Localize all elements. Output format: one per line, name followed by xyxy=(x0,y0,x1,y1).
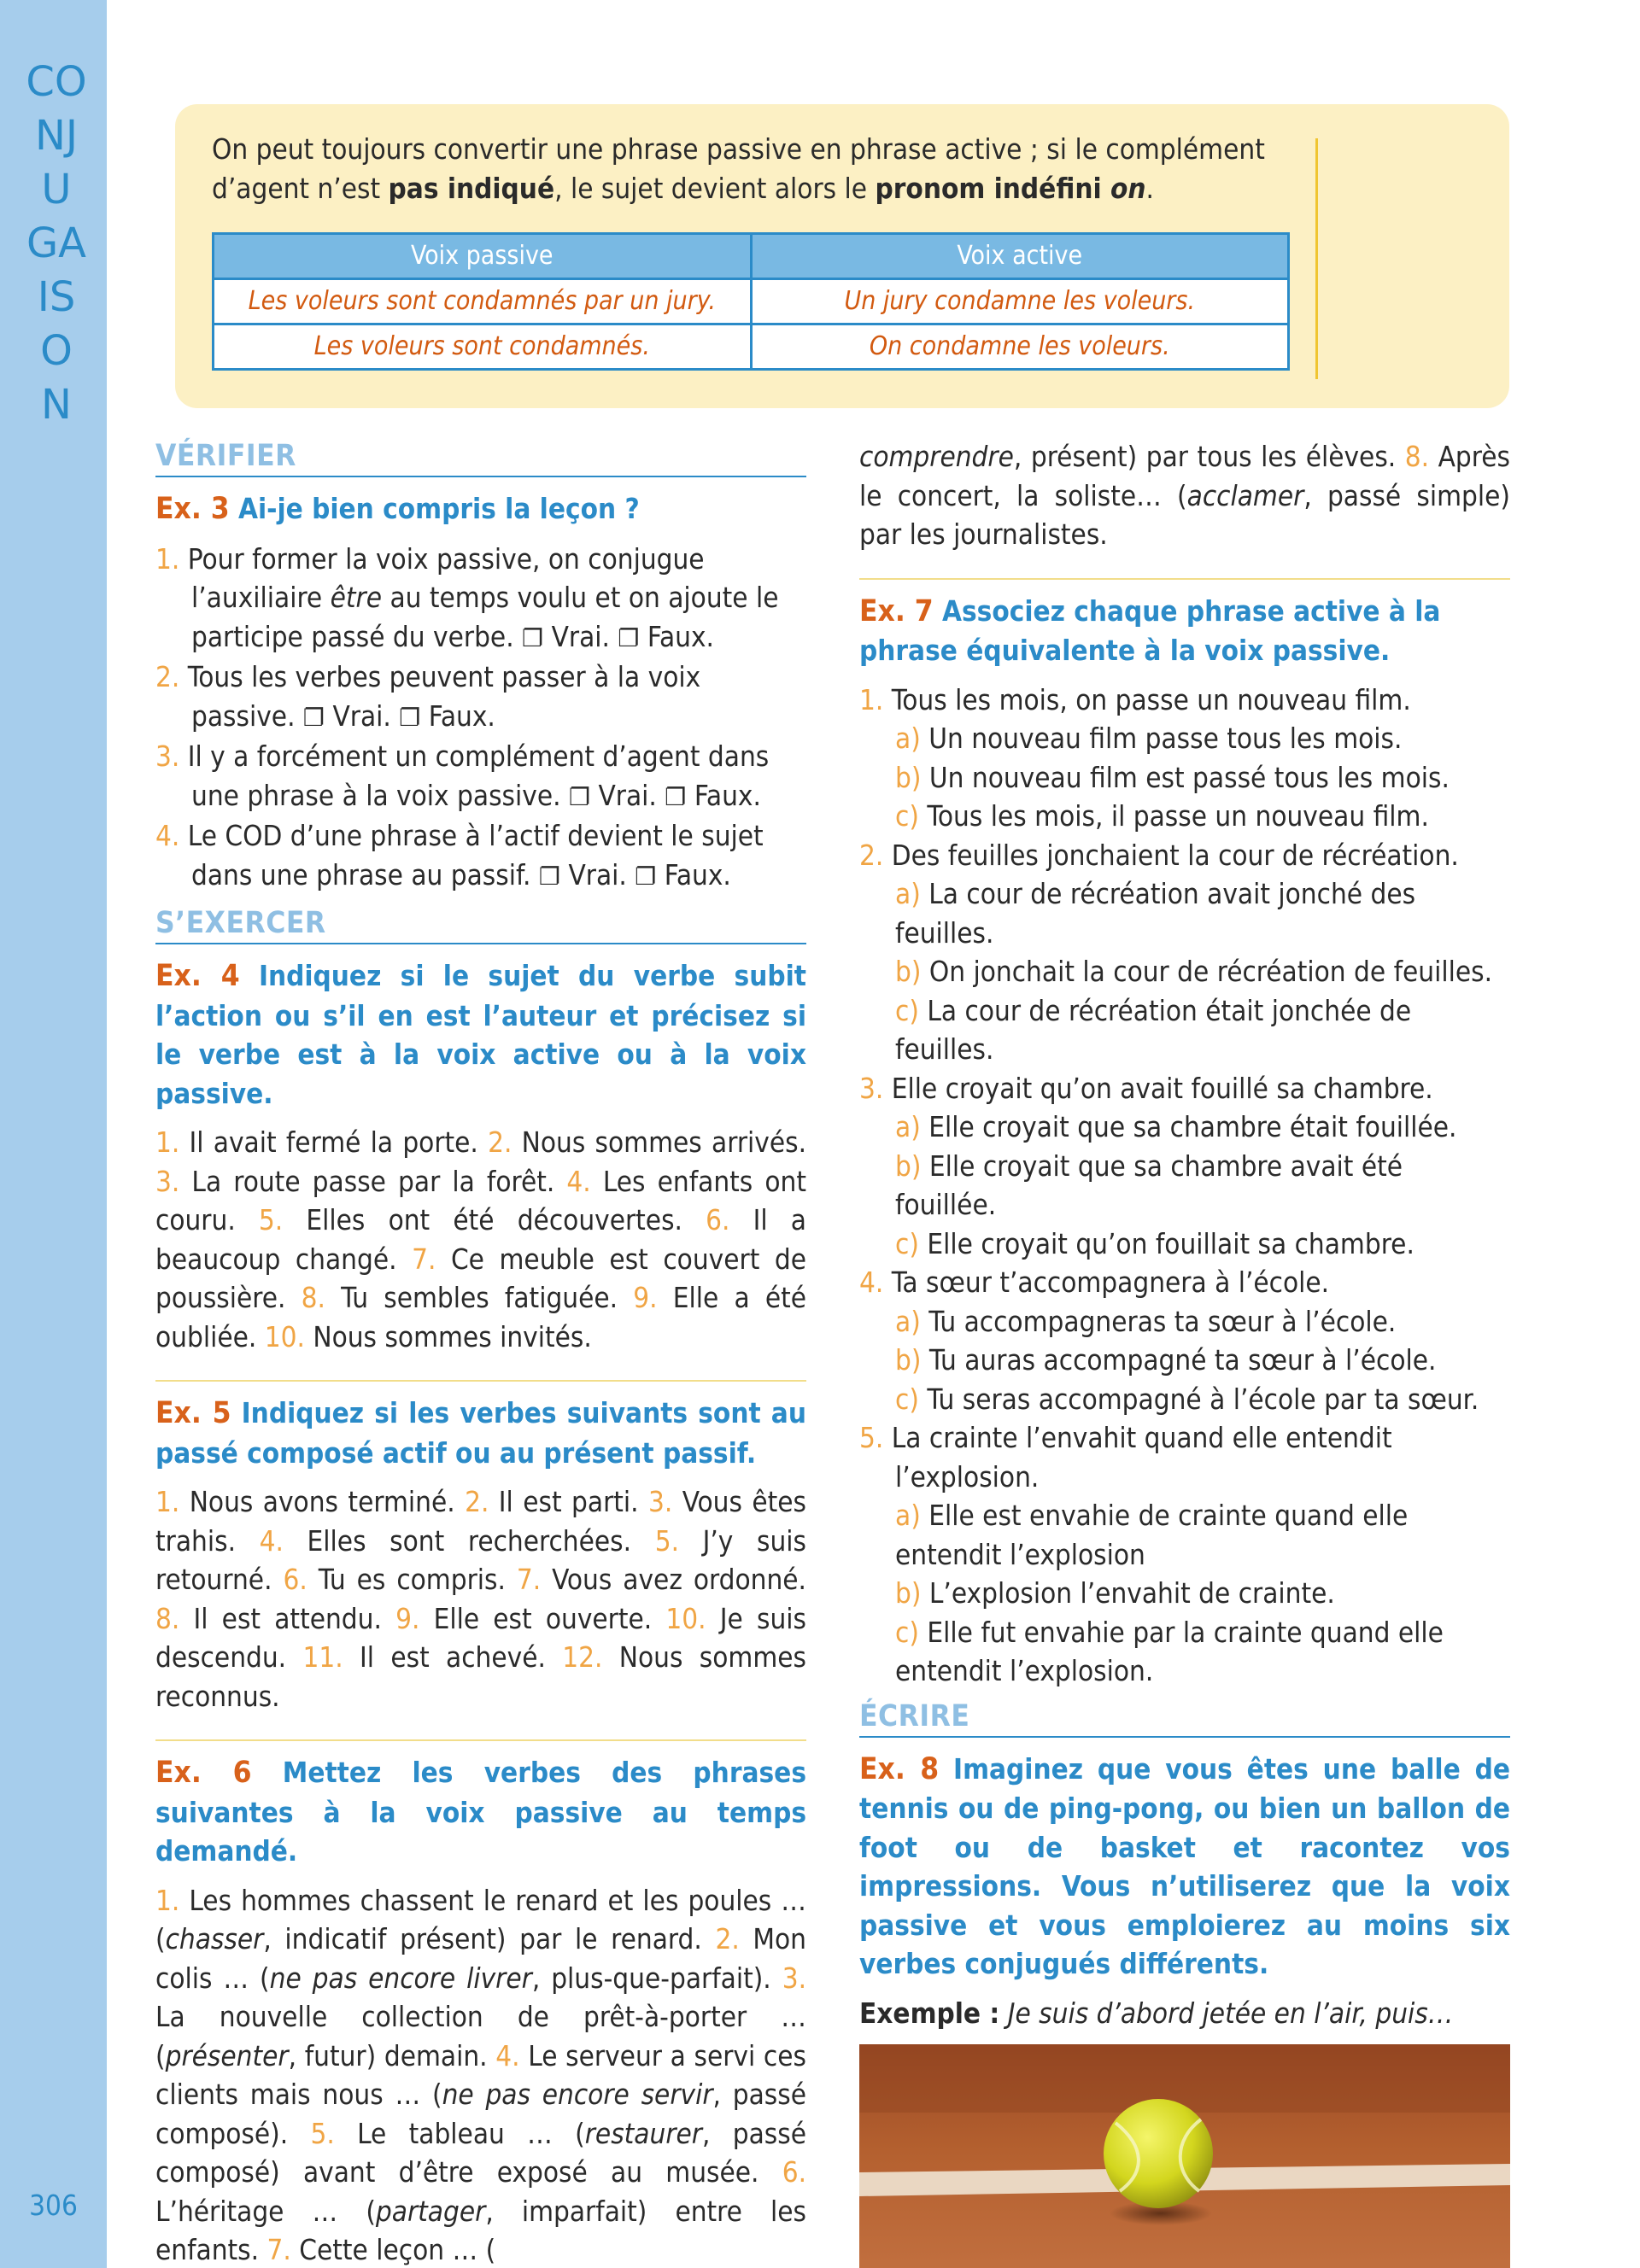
ex3-label: Ex. 3 xyxy=(155,492,230,526)
choice-text: La cour de récréation était jonchée de feuilles. xyxy=(895,993,1412,1066)
section-exercer: S’EXERCER xyxy=(155,904,806,944)
rule-emphasis-on: on xyxy=(1110,171,1146,205)
list-item xyxy=(155,540,806,658)
item-text: Il est attendu. xyxy=(179,1601,396,1635)
choice-item[interactable] xyxy=(859,991,1510,1069)
item-text: Vous avez ordonné. xyxy=(541,1563,806,1596)
ex5-label: Ex. 5 xyxy=(155,1396,231,1430)
item-number: 1. xyxy=(155,1883,180,1917)
item-text: Nous avons terminé. xyxy=(179,1485,466,1518)
ex3-instruction: Ai-je bien compris la leçon ? xyxy=(238,492,640,525)
item-number: 4. xyxy=(259,1523,284,1558)
choice-text: Tu accompagneras ta sœur à l’école. xyxy=(928,1304,1397,1338)
item-verb: partager xyxy=(375,2194,486,2228)
table-cell: Les voleurs sont condamnés. xyxy=(214,324,752,370)
item-number: 1. xyxy=(155,541,180,576)
page-number: 306 xyxy=(29,2189,78,2222)
item-verb: présenter xyxy=(165,2038,289,2072)
choice-letter: a) xyxy=(895,1304,921,1338)
item-verb: restaurer xyxy=(584,2116,702,2150)
item-text: Tous les mois, on passe un nouveau film. xyxy=(891,682,1411,716)
court-texture xyxy=(859,2044,1510,2113)
ex6-block xyxy=(155,1739,806,2268)
item-text: Il est achevé. xyxy=(343,1640,563,1674)
ex5-title xyxy=(155,1394,806,1472)
ex4-instruction: Indiquez si le sujet du verbe subit l’action ou s’il en est l’auteur et précisez si le verbe est à la voix active ou à la voix passive. xyxy=(155,959,806,1110)
choice-letter: c) xyxy=(895,799,919,833)
item-number: 2. xyxy=(465,1485,489,1518)
checkbox-icon[interactable]: ❐ xyxy=(399,703,421,732)
item-number: 5. xyxy=(258,1203,284,1236)
ex8-title xyxy=(859,1750,1510,1984)
list-item xyxy=(155,737,806,816)
item-text: Les enfants ont couru. xyxy=(155,1164,806,1236)
item-text: Elle est ouverte. xyxy=(419,1601,666,1635)
item-text: Mon colis … ( xyxy=(155,1922,806,1995)
item-number: 7. xyxy=(412,1242,436,1276)
checkbox-icon[interactable]: ❐ xyxy=(522,623,544,652)
choice-letter: c) xyxy=(895,1226,919,1260)
item-number: 6. xyxy=(283,1563,308,1596)
table-row xyxy=(214,279,1289,324)
item-text: Il y a forcément un complément d’agent dans une phrase à la voix passive. xyxy=(179,739,770,812)
item-text: Ce meuble est couvert de poussière. xyxy=(155,1242,806,1314)
table-header-active: Voix active xyxy=(751,234,1289,279)
item-text: Les hommes chassent le renard et les poules … ( xyxy=(155,1883,806,1955)
choice-item[interactable] xyxy=(859,797,1510,836)
ex3-title xyxy=(155,489,806,529)
item-text: Ta sœur t’accompagnera à l’école. xyxy=(891,1266,1330,1299)
choice-letter: b) xyxy=(895,955,922,988)
choice-item[interactable] xyxy=(859,1225,1510,1264)
choice-text: Elle croyait que sa chambre avait été fouillée. xyxy=(895,1149,1403,1221)
item-text: Le COD d’une phrase à l’actif devient le sujet dans une phrase au passif. xyxy=(179,819,764,891)
item-text: Des feuilles jonchaient la cour de récréation. xyxy=(891,838,1459,872)
item-number: 4. xyxy=(495,2038,520,2072)
item-number: 9. xyxy=(633,1281,658,1314)
ex4-body xyxy=(155,1123,806,1356)
choice-item[interactable] xyxy=(859,874,1510,952)
ex5-block xyxy=(155,1380,806,1716)
checkbox-icon[interactable]: ❐ xyxy=(302,703,325,732)
choice-item[interactable] xyxy=(859,1574,1510,1613)
choice-text: On jonchait la cour de récréation de feuilles. xyxy=(928,955,1493,988)
choice-item[interactable] xyxy=(859,1613,1510,1691)
item-text: Le serveur a servi ces clients mais nous … ( xyxy=(155,2038,806,2111)
checkbox-icon[interactable]: ❐ xyxy=(538,862,561,891)
item-text: L’héritage … ( xyxy=(155,2194,376,2228)
sidebar xyxy=(0,0,107,2268)
example-text: Je suis d’abord jetée en l’air, puis… xyxy=(999,1996,1454,2030)
rule-emphasis: pronom indéfini xyxy=(875,171,1110,205)
item-number: 5. xyxy=(859,1421,884,1454)
example-label: Exemple : xyxy=(859,1996,1000,2030)
checkbox-icon[interactable]: ❐ xyxy=(635,862,657,891)
choice-item[interactable] xyxy=(859,1341,1510,1380)
rule-emphasis: pas indiqué xyxy=(388,171,555,205)
item-text: Elle a été oubliée. xyxy=(155,1281,806,1353)
item-text: , passé composé). xyxy=(155,2078,806,2150)
tennis-ball xyxy=(1104,2099,1213,2208)
choice-text: Elle croyait qu’on fouillait sa chambre. xyxy=(927,1226,1414,1260)
section-ecrire: ÉCRIRE xyxy=(859,1698,1510,1738)
vrai-label: Vrai. xyxy=(590,778,665,812)
vrai-label: Vrai. xyxy=(325,699,400,733)
item-text: , passé simple) par les journalistes. xyxy=(859,478,1510,551)
item-text: Tu es compris. xyxy=(307,1563,517,1596)
item-text: La nouvelle collection de prêt-à-porter … ( xyxy=(155,2000,806,2072)
item-text: , futur) demain. xyxy=(288,2038,496,2072)
choice-item[interactable] xyxy=(859,952,1510,991)
ex6-body-part2 xyxy=(859,437,1510,554)
item-number: 2. xyxy=(155,660,180,693)
item-number: 1. xyxy=(155,1485,180,1518)
choice-letter: c) xyxy=(895,1615,919,1649)
item-number: 3. xyxy=(155,1164,180,1198)
item-text: Il a beaucoup changé. xyxy=(155,1203,806,1276)
item-number: 1. xyxy=(155,1125,180,1159)
vrai-label: Vrai. xyxy=(560,857,636,891)
item-text: Nous sommes invités. xyxy=(304,1319,592,1353)
choice-letter: a) xyxy=(895,1499,921,1532)
vrai-label: Vrai. xyxy=(543,619,618,653)
item-text: Elles ont été découvertes. xyxy=(283,1203,706,1236)
list-item xyxy=(859,1069,1510,1108)
choice-letter: a) xyxy=(895,722,921,755)
item-number: 5. xyxy=(310,2116,335,2150)
ex5-body xyxy=(155,1482,806,1716)
choice-text: Un nouveau film passe tous les mois. xyxy=(928,722,1403,755)
item-number: 2. xyxy=(715,1922,740,1955)
item-number: 8. xyxy=(301,1281,325,1314)
item-text: Il avait fermé la porte. xyxy=(179,1125,489,1159)
item-text: , indicatif présent) par le renard. xyxy=(263,1922,716,1955)
choice-item[interactable] xyxy=(859,758,1510,798)
item-italic: être xyxy=(330,581,383,614)
item-text: La crainte l’envahit quand elle entendit l’explosion. xyxy=(891,1421,1392,1493)
item-text: , passé composé) avant d’être exposé au musée. xyxy=(155,2116,806,2189)
choice-letter: c) xyxy=(895,1382,919,1416)
choice-item[interactable] xyxy=(859,1147,1510,1225)
choice-item[interactable] xyxy=(859,1496,1510,1574)
item-number: 6. xyxy=(782,2155,806,2189)
faux-label: Faux. xyxy=(639,619,714,653)
item-text: La route passe par la forêt. xyxy=(179,1164,567,1198)
item-text: , présent) par tous les élèves. xyxy=(1013,440,1405,473)
choice-item[interactable] xyxy=(859,719,1510,758)
ex6-title xyxy=(155,1753,806,1871)
table-row xyxy=(214,324,1289,370)
item-text: au temps voulu et on ajoute le participe passé du verbe. xyxy=(191,581,779,653)
ex5-instruction: Indiquez si les verbes suivants sont au passé composé actif ou au présent passif. xyxy=(155,1396,806,1470)
choice-letter: b) xyxy=(895,1149,922,1183)
voice-table xyxy=(212,232,1290,371)
item-number: 5. xyxy=(654,1523,679,1558)
ex8-example xyxy=(859,1994,1510,2033)
choice-text: Tous les mois, il passe un nouveau film. xyxy=(927,799,1429,833)
faux-label: Faux. xyxy=(656,857,731,891)
list-item xyxy=(859,681,1510,720)
ex4-label: Ex. 4 xyxy=(155,959,240,993)
choice-text: Elle fut envahie par la crainte quand elle entendit l’explosion. xyxy=(895,1615,1444,1687)
list-item xyxy=(859,1263,1510,1302)
item-text: Tu sembles fatiguée. xyxy=(325,1281,634,1314)
list-item xyxy=(155,816,806,896)
item-number: 4. xyxy=(566,1164,591,1198)
item-number: 4. xyxy=(155,819,180,852)
item-number: 7. xyxy=(516,1563,542,1596)
choice-letter: b) xyxy=(895,760,922,794)
item-number: 11. xyxy=(302,1640,343,1674)
item-number: 3. xyxy=(782,1961,806,1995)
item-number: 4. xyxy=(859,1266,884,1299)
ex8-instruction: Imaginez que vous êtes une balle de tennis ou de ping-pong, ou bien un ballon de foot ou de basket et racontez vos impressions. Vous n’utiliserez que la voix passive et vous emploierez au moins six verbes conjugués différents. xyxy=(859,1751,1510,1980)
ex8-label: Ex. 8 xyxy=(859,1751,940,1786)
item-number: 12. xyxy=(562,1640,603,1674)
faux-label: Faux. xyxy=(420,699,495,733)
item-text: Elle croyait qu’on avait fouillé sa chambre. xyxy=(891,1071,1433,1105)
table-header-passive: Voix passive xyxy=(214,234,752,279)
item-number: 8. xyxy=(155,1601,180,1635)
item-number: 3. xyxy=(859,1071,884,1105)
table-cell: On condamne les voleurs. xyxy=(751,324,1289,370)
choice-item[interactable] xyxy=(859,1108,1510,1147)
item-text: Nous sommes reconnus. xyxy=(155,1640,806,1713)
item-text: , plus-que-parfait). xyxy=(531,1961,782,1995)
item-verb: ne pas encore servir xyxy=(442,2078,713,2111)
chapter-title: CONJUGAISON xyxy=(26,58,87,429)
item-number: 10. xyxy=(665,1601,706,1635)
list-item xyxy=(155,658,806,737)
checkbox-icon[interactable]: ❐ xyxy=(568,782,591,811)
item-number: 8. xyxy=(1404,440,1430,473)
item-text: Cette leçon … ( xyxy=(290,2233,496,2266)
item-text: Tous les verbes peuvent passer à la voix passive. xyxy=(179,660,701,733)
list-item xyxy=(859,836,1510,875)
item-verb: chasser xyxy=(165,1922,264,1955)
item-number: 7. xyxy=(266,2233,291,2266)
item-text: Je suis descendu. xyxy=(155,1601,806,1674)
item-text: Il est parti. xyxy=(489,1485,648,1518)
checkbox-icon[interactable]: ❐ xyxy=(618,623,640,652)
choice-text: L’explosion l’envahit de crainte. xyxy=(928,1576,1335,1610)
ex6-instruction: Mettez les verbes des phrases suivantes à la voix passive au temps demandé. xyxy=(155,1756,806,1868)
ex7-block xyxy=(859,578,1510,1691)
item-number: 9. xyxy=(395,1601,420,1635)
item-verb: ne pas encore livrer xyxy=(269,1961,532,1995)
section-verifier: VÉRIFIER xyxy=(155,437,806,477)
item-text: Nous sommes arrivés. xyxy=(512,1125,807,1159)
item-text: Pour former la voix passive, on conjugue l’auxiliaire xyxy=(179,541,705,614)
faux-label: Faux. xyxy=(686,778,761,812)
ex7-instruction: Associez chaque phrase active à la phrase équivalente à la voix passive. xyxy=(859,593,1441,667)
choice-text: Un nouveau film est passé tous les mois. xyxy=(928,760,1450,794)
item-text: , imparfait) entre les enfants. xyxy=(155,2194,806,2266)
item-number: 3. xyxy=(155,739,180,773)
rule-text-part: , le sujet devient alors le xyxy=(554,171,876,205)
checkbox-icon[interactable]: ❐ xyxy=(665,782,687,811)
right-column xyxy=(859,437,1510,2268)
choice-item[interactable] xyxy=(859,1302,1510,1342)
choice-text: Elle croyait que sa chambre était fouillée. xyxy=(928,1110,1457,1143)
choice-item[interactable] xyxy=(859,1380,1510,1419)
choice-text: Tu auras accompagné ta sœur à l’école. xyxy=(928,1343,1437,1377)
item-number: 6. xyxy=(706,1203,730,1236)
choice-letter: a) xyxy=(895,877,921,910)
choice-letter: c) xyxy=(895,993,919,1027)
item-number: 2. xyxy=(859,838,884,872)
item-verb: acclamer xyxy=(1186,478,1304,512)
choice-letter: b) xyxy=(895,1576,922,1610)
table-cell: Un jury condamne les voleurs. xyxy=(751,279,1289,324)
item-text: J’y suis retourné. xyxy=(155,1523,806,1596)
ex6-body-part1 xyxy=(155,1881,806,2268)
table-header-row xyxy=(214,234,1289,279)
item-number: 1. xyxy=(859,682,884,716)
item-text: Le tableau … ( xyxy=(334,2116,585,2150)
ex7-title xyxy=(859,592,1510,670)
rule-divider xyxy=(1315,138,1318,379)
rule-text xyxy=(212,130,1305,208)
left-column xyxy=(155,437,806,2268)
rule-text-part: On peut toujours convertir une phrase passive en phrase active ; si le complément d’agent n’est xyxy=(212,132,1265,205)
list-item xyxy=(859,1418,1510,1496)
choice-letter: b) xyxy=(895,1343,922,1377)
item-text: Après le concert, la soliste… ( xyxy=(859,440,1510,512)
ex7-label: Ex. 7 xyxy=(859,593,934,628)
item-number: 10. xyxy=(264,1319,305,1353)
choice-text: Tu seras accompagné à l’école par ta sœur. xyxy=(927,1382,1479,1416)
ex4-title xyxy=(155,956,806,1113)
rule-text-part: . xyxy=(1145,171,1154,205)
choice-letter: a) xyxy=(895,1110,921,1143)
ex6-label: Ex. 6 xyxy=(155,1756,252,1790)
choice-text: La cour de récréation avait jonché des feuilles. xyxy=(895,877,1416,950)
table-cell: Les voleurs sont condamnés par un jury. xyxy=(214,279,752,324)
tennis-ball-photo xyxy=(859,2044,1510,2268)
item-text: Elles sont recherchées. xyxy=(283,1523,655,1558)
item-text: Vous êtes trahis. xyxy=(155,1485,806,1558)
item-number: 3. xyxy=(648,1485,673,1518)
choice-text: Elle est envahie de crainte quand elle entendit l’explosion xyxy=(895,1499,1409,1571)
item-number: 2. xyxy=(488,1125,512,1159)
item-verb: comprendre xyxy=(859,440,1014,473)
